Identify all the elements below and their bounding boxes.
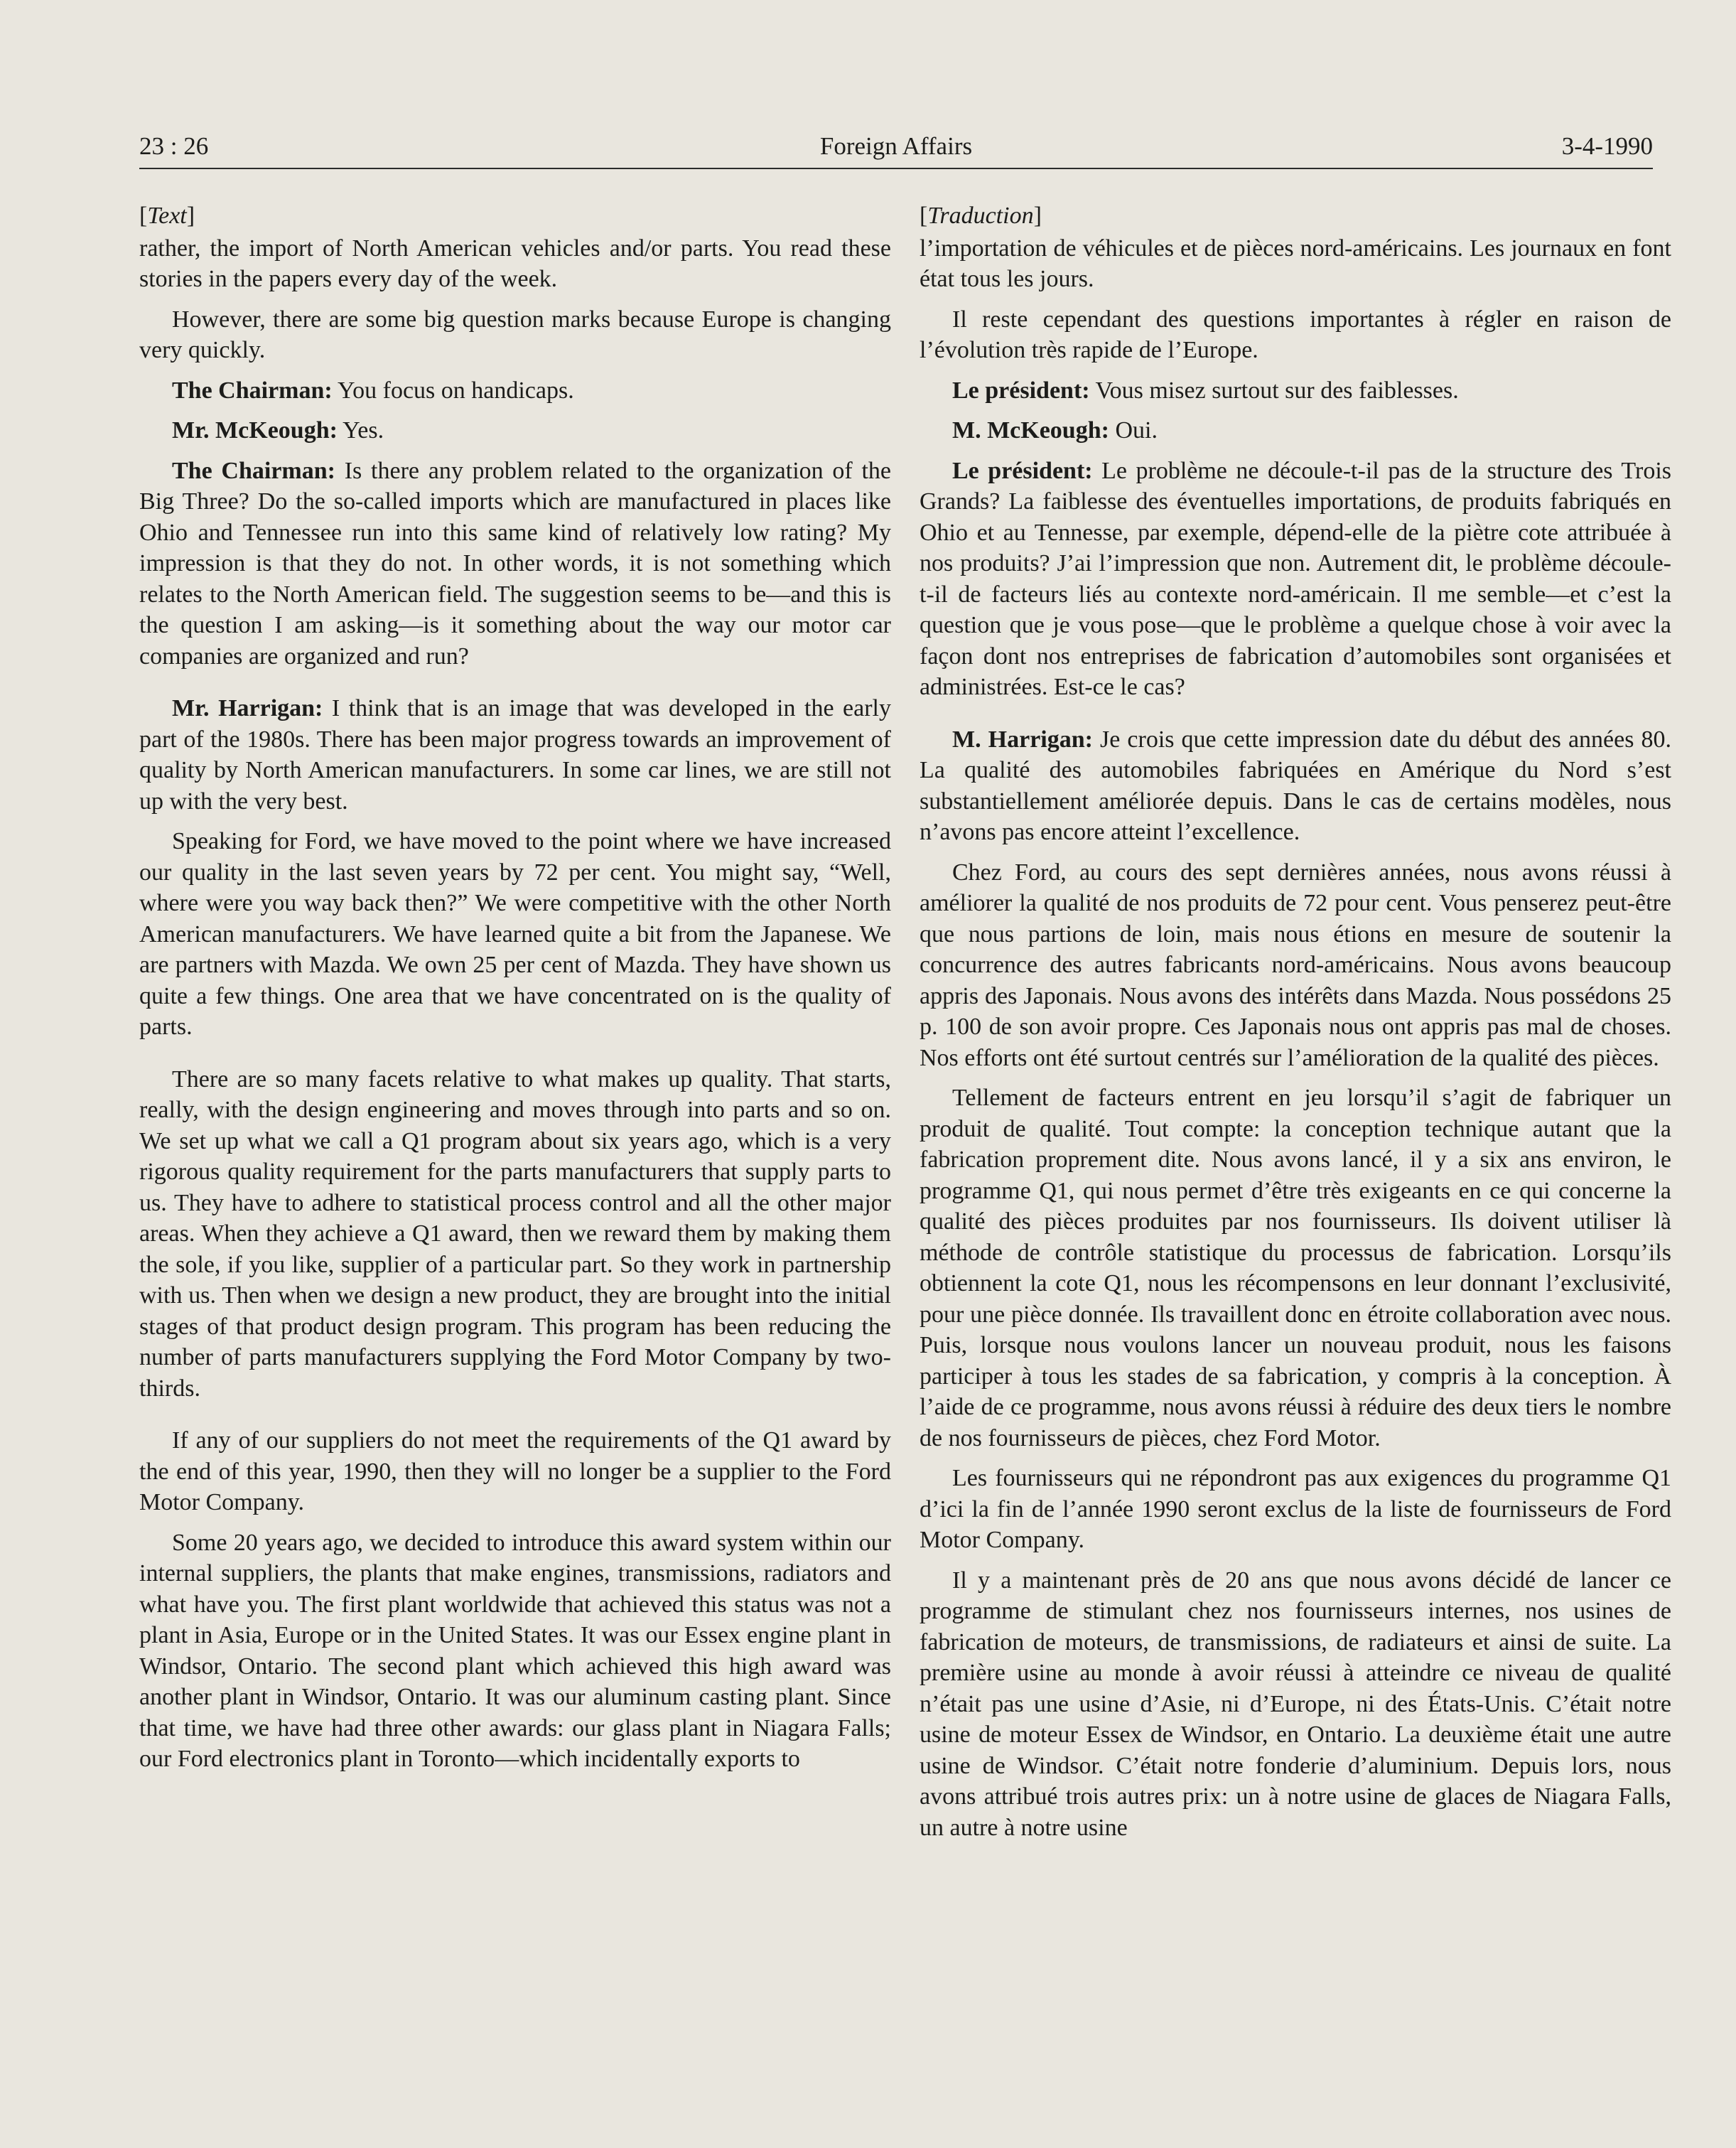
paragraph-text: Yes.	[337, 417, 384, 444]
paragraph	[920, 415, 1671, 446]
paragraph	[139, 1425, 891, 1518]
paragraph-text: I think that is an image that was developed in the early part of the 1980s. There has been major progress towards an improvement of quality by North American manufacturers. In some car lines, we are still not up with the very best.	[139, 695, 891, 815]
paragraph	[920, 1463, 1671, 1556]
paragraph	[139, 693, 891, 817]
english-column	[139, 200, 891, 1784]
paragraph-text: Tellement de facteurs entrent en jeu lorsqu’il s’agit de fabriquer un produit de qualité. Tout compte: la conception technique autant que la fabrication proprement dite. Nous avons lancé, il y a six ans environ, le programme Q1, qui nous permet d’être très exigeants en ce qui concerne la qualité des pièces produites par nos fournisseurs. Ils doivent utiliser là méthode de contrôle statistique du processus de fabrication. Lorsqu’ils obtiennent la cote Q1, nous les récompensons en leur donnant l’exclusivité, pour une pièce donnée. Ils travaillent donc en étroite collaboration avec nous. Puis, lorsque nous voulons lancer un nouveau produit, nous les faisons participer à tous les stades de sa fabrication, y compris à la conception. À l’aide de ce programme, nous avons réussi à réduire des deux tiers le nombre de nos fournisseurs de pièces, chez Ford Motor.	[920, 1085, 1671, 1451]
paragraph-text: Le problème ne découle-t-il pas de la structure des Trois Grands? La faiblesse des éventuelles importations, de produits fabriqués en Ohio et au Tennesse, par exemple, dépend-elle de la piètre cote attribuée à nos produits? J’ai l’impression que non. Autrement dit, le problème découle-t-il de facteurs liés au contexte nord-américain. Il me semble—et c’est la question que je vous pose—que le problème a quelque chose à voir avec la façon dont nos entreprises de fabrication d’automobiles sont organisées et administrées. Est-ce le cas?	[920, 457, 1671, 700]
paragraph	[139, 456, 891, 672]
paragraph	[139, 415, 891, 446]
paragraph-text: l’importation de véhicules et de pièces nord-américains. Les journaux en font état tous les jours.	[920, 235, 1671, 292]
paragraph	[920, 1083, 1671, 1454]
paragraph-text: Les fournisseurs qui ne répondront pas aux exigences du programme Q1 d’ici la fin de l’année 1990 seront exclus de la liste de fournisseurs de Ford Motor Company.	[920, 1465, 1671, 1553]
paragraph-text: Some 20 years ago, we decided to introduce this award system within our internal suppliers, the plants that make engines, transmissions, radiators and what have you. The first plant worldwide that achieved this status was not a plant in Asia, Europe or in the United States. It was our Essex engine plant in Windsor, Ontario. The second plant which achieved this high award was another plant in Windsor, Ontario. It was our aluminum casting plant. Since that time, we have had three other awards: our glass plant in Niagara Falls; our Ford electronics plant in Toronto—which incidentally exports to	[139, 1529, 891, 1772]
paragraph	[920, 304, 1671, 366]
committee-title: Foreign Affairs	[819, 132, 973, 160]
heading-bracket-close: ]	[186, 203, 195, 229]
speaker-name: Le président:	[952, 377, 1090, 404]
sitting-date: 3-4-1990	[1561, 132, 1653, 160]
paragraph-text: You focus on handicaps.	[332, 377, 574, 404]
heading-text: Text	[147, 203, 187, 229]
french-column	[920, 200, 1671, 1852]
paragraph-text: If any of our suppliers do not meet the requirements of the Q1 award by the end of this year, 1990, then they will no longer be a supplier to the Ford Motor Company.	[139, 1427, 891, 1515]
column-heading	[920, 200, 1671, 232]
paragraph	[920, 724, 1671, 848]
heading-bracket-open: [	[920, 203, 928, 229]
paragraph	[139, 233, 891, 295]
paragraph	[920, 375, 1671, 407]
paragraph	[139, 826, 891, 1043]
paragraph-text: Il y a maintenant près de 20 ans que nous avons décidé de lancer ce programme de stimulant chez nos fournisseurs internes, nos usines de fabrication de moteurs, de transmissions, de radiateurs et ainsi de suite. La première usine au monde à avoir réussi à atteindre ce niveau de qualité n’était pas une usine d’Asie, ni d’Europe, ni des États-Unis. C’était notre usine de moteur Essex de Windsor, en Ontario. La deuxième était une autre usine de Windsor. C’était notre fonderie d’aluminium. Depuis lors, nous avons attribué trois autres prix: un à notre usine de glaces de Niagara Falls, un autre à notre usine	[920, 1567, 1671, 1841]
paragraph-text: Oui.	[1109, 417, 1158, 444]
paragraph-text: rather, the import of North American vehicles and/or parts. You read these stories in the papers every day of the week.	[139, 235, 891, 292]
page-number: 23 : 26	[139, 132, 209, 160]
paragraph	[139, 304, 891, 366]
paragraph	[139, 1527, 891, 1775]
paragraph	[920, 1565, 1671, 1844]
speaker-name: M. McKeough:	[952, 417, 1109, 444]
paragraph-text: Speaking for Ford, we have moved to the point where we have increased our quality in the last seven years by 72 per cent. You might say, “Well, where were you way back then?” We were competitive with the other North American manufacturers. We have learned quite a bit from the Japanese. We are partners with Mazda. We own 25 per cent of Mazda. They have shown us quite a few things. One area that we have concentrated on is the quality of parts.	[139, 828, 891, 1040]
paragraph-text: There are so many facets relative to what makes up quality. That starts, really, with the design engineering and moves through into parts and so on. We set up what we call a Q1 program about six years ago, which is a very rigorous quality requirement for the parts manufacturers that supply parts to us. They have to adhere to statistical process control and all the other major areas. When they achieve a Q1 award, then we reward them by making them the sole, if you like, supplier of a particular part. So they work in partnership with us. Then when we design a new product, they are brought into the initial stages of that product design program. This program has been reducing the number of parts manufacturers supplying the Ford Motor Company by two-thirds.	[139, 1065, 891, 1402]
paragraph-text: Il reste cependant des questions importantes à régler en raison de l’évolution très rapide de l’Europe.	[920, 306, 1671, 363]
paragraph-text: Is there any problem related to the organization of the Big Three? Do the so-called imports which are manufactured in places like Ohio and Tennessee run into this same kind of relatively low rating? My impression is that they do not. In other words, it is not something which relates to the North American field. The suggestion seems to be—and this is the question I am asking—is it something about the way our motor car companies are organized and run?	[139, 457, 891, 670]
speaker-name: Le président:	[952, 457, 1093, 484]
paragraph-text: However, there are some big question marks because Europe is changing very quickly.	[139, 306, 891, 363]
column-heading	[139, 200, 891, 232]
page-header	[139, 122, 1653, 169]
speaker-name: Mr. Harrigan:	[172, 695, 323, 721]
paragraph	[139, 375, 891, 407]
paragraph	[920, 233, 1671, 295]
paragraph-text: Je crois que cette impression date du début des années 80. La qualité des automobiles fabriquées en Amérique du Nord s’est substantiellement améliorée depuis. Dans le cas de certains modèles, nous n’avons pas encore atteint l’excellence.	[920, 726, 1672, 845]
speaker-name: Mr. McKeough:	[172, 417, 338, 444]
paragraph-text: Chez Ford, au cours des sept dernières années, nous avons réussi à améliorer la qualité de nos produits de 72 pour cent. Vous penserez peut-être que nous partions de loin, mais nous étions en mesure de soutenir la concurrence des autres fabricants nord-américains. Nous avons beaucoup appris des Japonais. Nous avons des intérêts dans Mazda. Nous possédons 25 p. 100 de son avoir propre. Ces Japonais nous ont appris pas mal de choses. Nos efforts ont été surtout centrés sur l’amélioration de la qualité des pièces.	[920, 859, 1671, 1071]
heading-bracket-close: ]	[1033, 203, 1042, 229]
paragraph	[920, 857, 1671, 1074]
speaker-name: M. Harrigan:	[952, 726, 1093, 753]
heading-bracket-open: [	[139, 203, 148, 229]
speaker-name: The Chairman:	[172, 457, 335, 484]
speaker-name: The Chairman:	[172, 377, 333, 404]
paragraph	[920, 456, 1671, 703]
paragraph	[139, 1064, 891, 1405]
heading-text: Traduction	[927, 203, 1034, 229]
paragraph-text: Vous misez surtout sur des faiblesses.	[1089, 377, 1459, 404]
